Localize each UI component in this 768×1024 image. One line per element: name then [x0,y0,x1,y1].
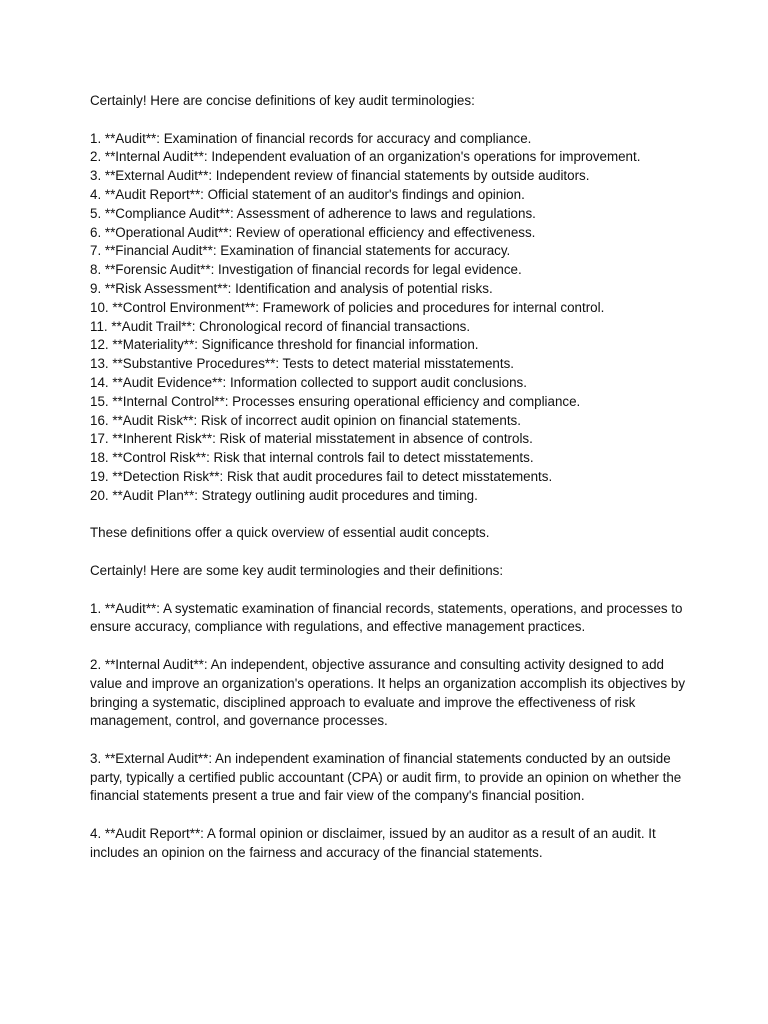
list-item: 14. **Audit Evidence**: Information collected to support audit conclusions. [90,374,527,390]
list-item: 9. **Risk Assessment**: Identification and analysis of potential risks. [90,280,493,296]
list-item: 20. **Audit Plan**: Strategy outlining audit procedures and timing. [90,487,478,503]
intro-paragraph: Certainly! Here are concise definitions of key audit terminologies: [90,93,475,108]
list-item: 12. **Materiality**: Significance threshold for financial information. [90,337,479,353]
list-item: 15. **Internal Control**: Processes ensuring operational efficiency and compliance. [90,393,581,409]
list-item: 5. **Compliance Audit**: Assessment of adherence to laws and regulations. [90,205,536,221]
list-item: 7. **Financial Audit**: Examination of financial statements for accuracy. [90,243,511,259]
list-item: 10. **Control Environment**: Framework of policies and procedures for internal control. [90,299,605,315]
list-item: 13. **Substantive Procedures**: Tests to detect material misstatements. [90,356,514,372]
list-item: 3. **External Audit**: Independent review of financial statements by outside auditors. [90,168,590,184]
list-item: 4. **Audit Report**: Official statement of an auditor's findings and opinion. [90,186,525,202]
spacer [90,543,690,562]
spacer [90,581,690,600]
list-item: 16. **Audit Risk**: Risk of incorrect audit opinion on financial statements. [90,412,521,428]
list-item: 17. **Inherent Risk**: Risk of material misstatement in absence of controls. [90,431,533,447]
spacer [90,506,690,525]
list-item: 8. **Forensic Audit**: Investigation of financial records for legal evidence. [90,262,522,278]
list-item: 1. **Audit**: Examination of financial records for accuracy and compliance. [90,130,532,146]
list-item: 19. **Detection Risk**: Risk that audit procedures fail to detect misstatements. [90,468,553,484]
definition-paragraph: 2. **Internal Audit**: An independent, objective assurance and consulting activity designed to add value and improve an organization's operations. It helps an organization accomplish its objectives by bringing a systematic, disciplined approach to evaluate and improve the effectiveness of risk management, control, and governance processes. [90,656,686,729]
list-item: 11. **Audit Trail**: Chronological record of financial transactions. [90,318,471,334]
intro-paragraph-2: Certainly! Here are some key audit terminologies and their definitions: [90,562,504,578]
definition-paragraph: 1. **Audit**: A systematic examination of financial records, statements, operations, and processes to ensure accuracy, compliance with regulations, and effective management practices. [90,600,683,635]
document-page [90,92,690,863]
list-item: 6. **Operational Audit**: Review of operational efficiency and effectiveness. [90,224,536,240]
definition-paragraph: 3. **External Audit**: An independent examination of financial statements conducted by an outside party, typically a certified public accountant (CPA) or audit firm, to provide an opinion on whether the financial statements present a true and fair view of the company's financial position. [90,750,682,804]
list-item: 18. **Control Risk**: Risk that internal controls fail to detect misstatements. [90,450,534,466]
spacer [90,806,690,825]
definition-paragraph: 4. **Audit Report**: A formal opinion or disclaimer, issued by an auditor as a result of an audit. It includes an opinion on the fairness and accuracy of the financial statements. [90,826,656,860]
spacer [90,111,690,130]
definition-list-short [90,130,690,506]
spacer [90,731,690,750]
list-item: 2. **Internal Audit**: Independent evaluation of an organization's operations for improvement. [90,149,641,165]
spacer [90,637,690,656]
summary-paragraph: These definitions offer a quick overview of essential audit concepts. [90,525,490,541]
